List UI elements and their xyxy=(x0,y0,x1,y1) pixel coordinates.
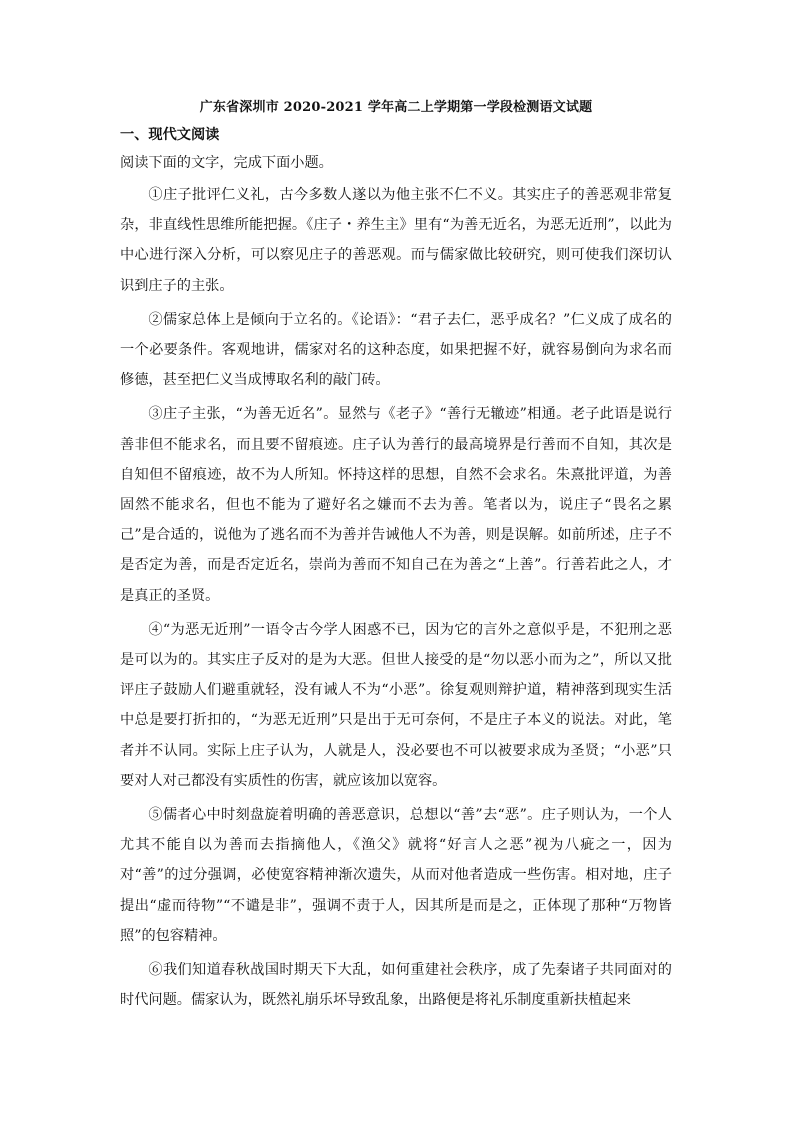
paragraph-5: ⑤儒者心中时刻盘旋着明确的善恶意识，总想以“善”去“恶”。庄子则认为，一个人尤其不能自以为善而去指摘他人，《渔父》就将“好言人之恶”视为八疵之一，因为对“善”的过分强调，必使宽容精神渐次遗失，从而对他者造成一些伤害。相对地，庄子提出“虚而待物”“不谴是非”，强调不责于人，因其所是而是之，正体现了那种“万物皆照”的包容精神。 xyxy=(120,807,672,944)
paragraph-6: ⑥我们知道春秋战国时期天下大乱，如何重建社会秩序，成了先秦诸子共同面对的时代问题。儒家认为，既然礼崩乐坏导致乱象，出路便是将礼乐制度重新扶植起来 xyxy=(120,962,672,1009)
paragraph-4: ④“为恶无近刑”一语令古今学人困惑不已，因为它的言外之意似乎是，不犯刑之恶是可以为的。其实庄子反对的是为大恶。但世人接受的是“勿以恶小而为之”，所以又批评庄子鼓励人们避重就轻，没有诫人不为“小恶”。徐复观则辩护道，精神落到现实生活中总是要打折扣的，“为恶无近刑”只是出于无可奈何，不是庄子本义的说法。对此，笔者并不认同。实际上庄子认为，人就是人，没必要也不可以被要求成为圣贤；“小恶”只要对人对己都没有实质性的伤害，就应该加以宽容。 xyxy=(120,621,672,789)
paragraph-2: ②儒家总体上是倾向于立名的。《论语》：“君子去仁，恶乎成名？”仁义成了成名的一个必要条件。客观地讲，儒家对名的这种态度，如果把握不好，就容易倒向为求名而修德，甚至把仁义当成博取名利的敲门砖。 xyxy=(120,311,672,389)
document-page xyxy=(120,96,672,1019)
paragraph-1: ①庄子批评仁义礼，古今多数人遂以为他主张不仁不义。其实庄子的善恶观非常复杂，非直线性思维所能把握。《庄子・养生主》里有“为善无近名，为恶无近刑”，以此为中心进行深入分析，可以察见庄子的善恶观。而与儒家做比较研究，则可使我们深切认识到庄子的主张。 xyxy=(120,187,672,294)
paragraph-3: ③庄子主张，“为善无近名”。显然与《老子》“善行无辙迹”相通。老子此语是说行善非但不能求名，而且要不留痕迹。庄子认为善行的最高境界是行善而不自知，其次是自知但不留痕迹，故不为人所知。怀持这样的思想，自然不会求名。朱熹批评道，为善固然不能求名，但也不能为了避好名之嫌而不去为善。笔者以为，说庄子“畏名之累己”是合适的，说他为了逃名而不为善并告诫他人不为善，则是误解。如前所述，庄子不是否定为善，而是否定近名，崇尚为善而不知自己在为善之“上善”。行善若此之人，才是真正的圣贤。 xyxy=(120,406,672,604)
section-heading: 一、现代文阅读 xyxy=(120,127,220,143)
reading-instruction: 阅读下面的文字，完成下面小题。 xyxy=(120,155,333,171)
document-title: 广东省深圳市 2020-2021 学年高二上学期第一学段检测语文试题 xyxy=(199,100,593,115)
